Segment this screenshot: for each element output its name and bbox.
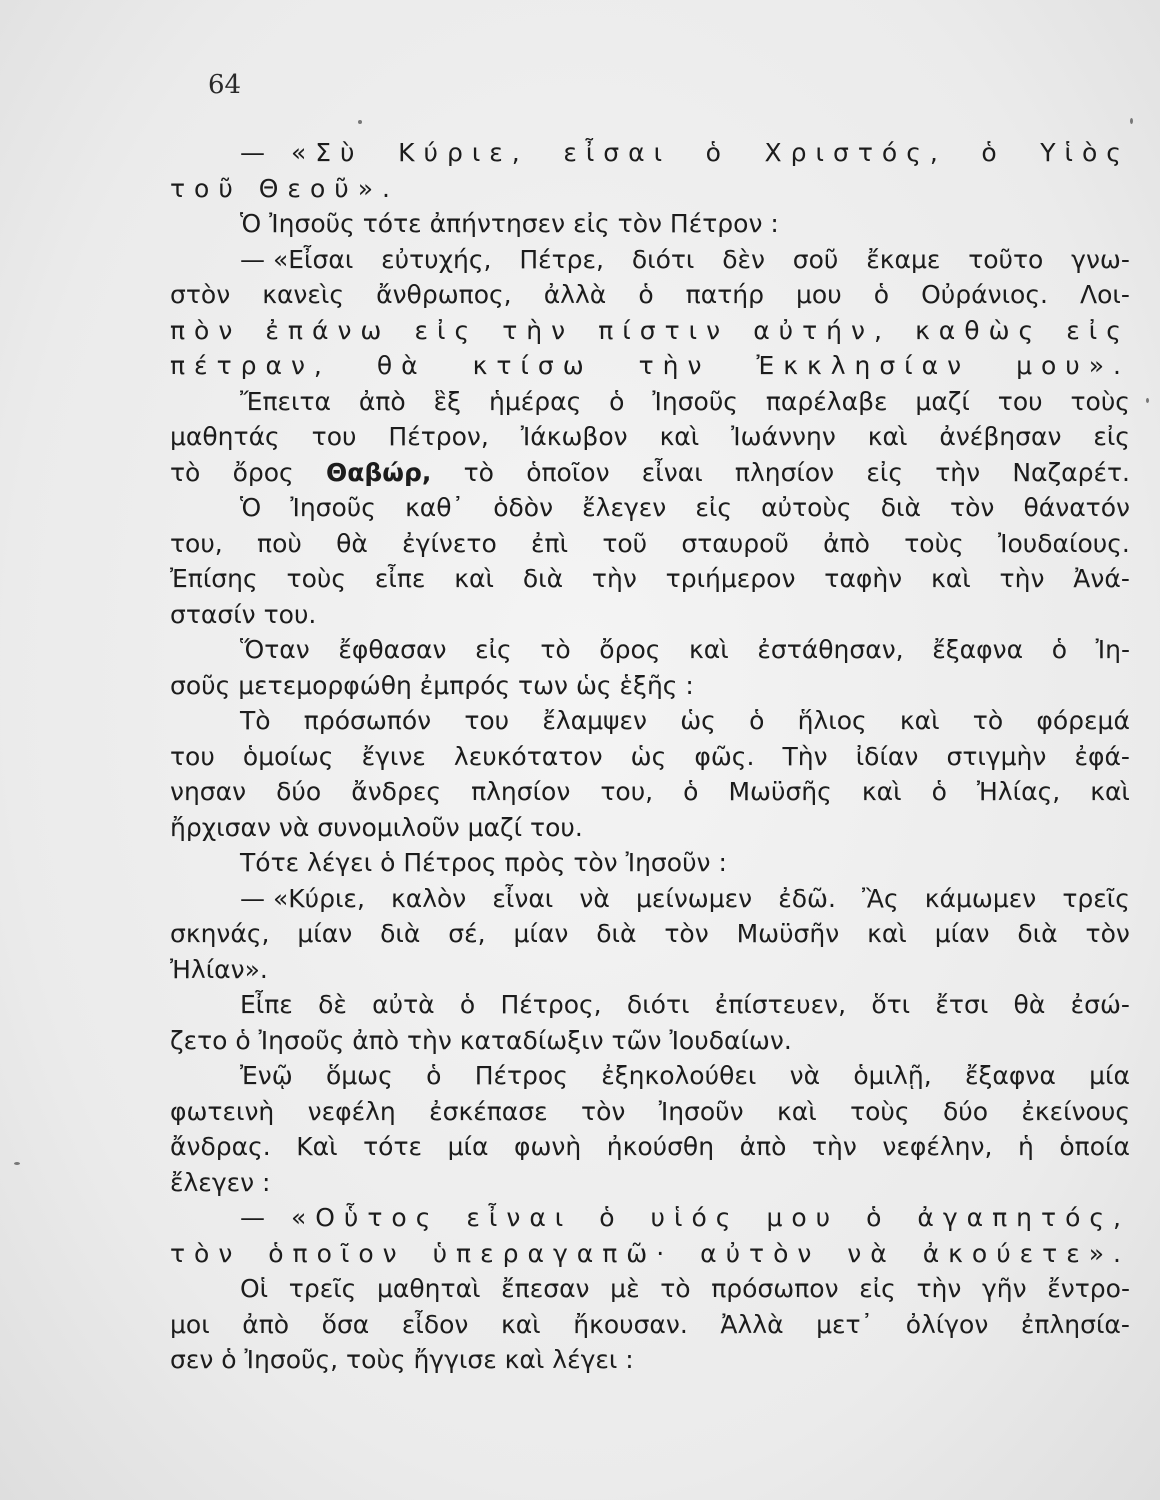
text-word: ἰδίαν <box>855 741 919 771</box>
text-word: ἥλιος <box>797 706 867 735</box>
text-word: πὸν <box>170 315 242 345</box>
text-word: σκηνάς, <box>170 919 270 948</box>
text-word: τὸν <box>950 493 995 522</box>
text-word: ἔλεγεν : <box>170 1167 271 1197</box>
text-word: ὁποία <box>1059 1132 1130 1161</box>
text-word: τὴν <box>591 564 637 593</box>
text-word: τριήμερον <box>665 564 796 593</box>
text-word: μία <box>447 1132 489 1161</box>
text-word: κτίσω <box>472 351 593 380</box>
text-word: Ἰωάννην <box>731 422 836 451</box>
text-line <box>170 1271 1130 1307</box>
text-word: ἀνέβησαν <box>939 422 1062 451</box>
text-word: ἐσκέπασε <box>429 1096 548 1126</box>
text-word: σταυροῦ <box>681 528 789 558</box>
text-line <box>170 348 1130 384</box>
text-word: ὁ <box>873 280 890 309</box>
scan-speck <box>1146 398 1149 403</box>
text-word: νεφέλη <box>307 1096 396 1126</box>
text-word: Κύριε, <box>398 138 529 167</box>
text-word: Ὅταν <box>240 635 310 664</box>
text-word: αὐτοὺς <box>761 493 852 522</box>
text-word: στιγμὴν <box>946 741 1047 771</box>
text-word: τὴν <box>811 1132 857 1161</box>
text-word: κάμωμεν <box>924 883 1037 913</box>
text-word: του, <box>170 528 223 558</box>
text-word: φωνὴ <box>513 1132 582 1161</box>
text-word: Ὁ Ἰησοῦς τότε ἀπήντησεν εἰς τὸν Πέτρον : <box>240 209 779 238</box>
text-word: εἰς <box>1066 315 1130 345</box>
text-word: μου». <box>1016 351 1130 380</box>
text-line <box>170 668 1130 704</box>
text-word: φωτεινὴ <box>170 1096 275 1126</box>
text-word: τοὺς <box>286 564 347 593</box>
text-word: ὁποῖον <box>526 457 610 487</box>
text-word: αὐτήν, <box>753 315 891 345</box>
text-word: εἰς <box>859 1274 896 1303</box>
text-word: ἤρχισαν νὰ συνομιλοῦν μαζί του. <box>170 812 583 842</box>
text-word: μαζί <box>915 386 970 416</box>
text-word: διὰ <box>380 919 421 948</box>
scan-speck <box>1130 118 1133 124</box>
text-word: Ἔπειτα <box>240 386 332 416</box>
text-word: παρέλαβε <box>765 386 888 416</box>
text-word: τὴν <box>916 1274 962 1303</box>
text-word: Ἐπίσης <box>170 564 258 593</box>
text-word: ἔντρο- <box>1047 1274 1130 1303</box>
text-word: τοὺς <box>904 528 964 558</box>
text-word: ὁ <box>1051 635 1067 664</box>
text-word: γνω- <box>1071 244 1130 274</box>
text-word: ἔγινε <box>361 741 426 771</box>
text-word: πλησίον <box>734 457 835 487</box>
text-word: πρόσωπόν <box>303 706 432 735</box>
text-word: φόρεμά <box>1036 706 1130 735</box>
text-word: ἠκούσθη <box>606 1132 715 1161</box>
text-word: εἶδον <box>401 1309 469 1339</box>
text-word: μία <box>1089 1061 1130 1090</box>
text-word: ὑπεραγαπῶ· <box>432 1238 674 1268</box>
text-line <box>170 1023 1130 1059</box>
text-word: εἶπε <box>374 564 426 593</box>
text-line <box>170 455 1130 491</box>
text-line <box>170 1129 1130 1165</box>
text-word: διότι <box>631 244 695 274</box>
text-word: ὁ <box>609 386 625 416</box>
text-word: του <box>170 741 215 771</box>
text-word: μίαν <box>513 919 569 948</box>
text-word: τοὺς <box>1070 386 1130 416</box>
text-word: τοὺς <box>850 1096 910 1126</box>
text-word: ὅμως <box>325 1061 393 1090</box>
text-word: ἐξηκολούθει <box>601 1061 757 1090</box>
text-line <box>170 739 1130 775</box>
text-word: διότι <box>626 990 690 1019</box>
text-word: εἰς <box>414 315 479 345</box>
text-word: στὸν <box>170 280 231 309</box>
text-word: ὄρος <box>232 457 294 487</box>
text-line <box>170 313 1130 349</box>
text-word: καὶ <box>1090 777 1130 806</box>
text-line <box>170 845 1130 881</box>
text-word: μου <box>796 280 842 309</box>
text-line <box>170 490 1130 526</box>
text-word: ἀπὸ <box>242 1309 290 1339</box>
text-word: ὁδὸν <box>493 493 554 522</box>
text-word: καλὸν <box>391 883 467 913</box>
text-word: Μωϋσῆν <box>736 919 840 948</box>
text-word: ὁ <box>426 1061 442 1090</box>
text-word: σοῦς μετεμορφώθη ἐμπρός των ὡς ἑξῆς : <box>170 670 694 700</box>
text-word: μαθητάς <box>170 422 280 451</box>
text-word: γῆν <box>982 1274 1027 1303</box>
text-word: τοῦτο <box>968 244 1044 274</box>
text-word: ἄνδρας. <box>170 1132 271 1161</box>
text-word: καὶ <box>931 564 971 593</box>
text-word: ἔτσι <box>935 990 989 1019</box>
text-word: ἡμέρας <box>488 386 582 416</box>
text-word: ἤκουσαν. <box>573 1309 688 1339</box>
text-word: δύο <box>276 777 322 806</box>
text-word: Ἰάκωβον <box>520 422 628 451</box>
text-word: ἐπάνω <box>265 315 391 345</box>
scan-speck <box>358 120 362 124</box>
text-line <box>170 774 1130 810</box>
text-word: καὶ <box>777 1096 817 1126</box>
text-word: μοι <box>170 1309 210 1339</box>
text-word: — «Κύριε, <box>240 883 365 913</box>
text-line <box>170 384 1130 420</box>
text-word: θὰ <box>336 528 368 558</box>
text-word: Υἱὸς <box>1040 138 1130 167</box>
text-word: Πέτρε, <box>519 244 605 274</box>
text-word: νὰ <box>789 1061 821 1090</box>
text-word: τρεῖς <box>288 1274 357 1303</box>
text-line <box>170 1165 1130 1201</box>
text-word: τὸν <box>581 1096 626 1126</box>
text-word: νὰ <box>847 1238 896 1268</box>
text-word: τὸ <box>463 457 494 487</box>
text-word: — «Οὗτος <box>240 1203 440 1232</box>
text-word: εἰς <box>475 635 512 664</box>
text-line <box>170 952 1130 988</box>
text-word: Εἶπε <box>240 990 293 1019</box>
text-word: τὸ <box>972 706 1004 735</box>
text-word: μείνωμεν <box>635 883 753 913</box>
text-word: ἐπίστευεν, <box>714 990 847 1019</box>
text-word: ἀλλὰ <box>543 280 607 309</box>
text-word: ὄρος <box>599 635 661 664</box>
text-word: Ἐνῷ <box>240 1061 293 1090</box>
body-text <box>170 135 1130 1378</box>
text-word: ὁ <box>866 1203 891 1232</box>
text-line <box>170 703 1130 739</box>
text-line <box>170 242 1130 278</box>
text-word: ἄνθρωπος, <box>376 280 512 309</box>
text-word: ἔπεσαν <box>501 1274 590 1303</box>
text-word: ὁ <box>638 280 654 309</box>
text-word: φῶς. <box>694 741 755 771</box>
text-word: υἱός <box>650 1203 740 1232</box>
text-word: ἐπλησία- <box>1020 1309 1130 1339</box>
text-word: του, <box>600 777 654 806</box>
text-line <box>170 561 1130 597</box>
text-word: τρεῖς <box>1062 883 1130 913</box>
text-word: ὁ <box>749 706 765 735</box>
text-word: μίαν <box>934 919 990 948</box>
text-word: καὶ <box>689 635 729 664</box>
text-line <box>170 171 1130 207</box>
text-word: Θαβώρ, <box>325 457 432 487</box>
text-word: Ἀνά- <box>1073 564 1130 593</box>
text-word: ἡ <box>1017 1132 1034 1161</box>
text-word: του <box>997 386 1043 416</box>
text-word: ἔλεγεν <box>582 493 667 522</box>
text-word: αὐτὸν <box>700 1238 821 1268</box>
text-line <box>170 987 1130 1023</box>
text-word: Καὶ <box>296 1132 338 1161</box>
text-word: ἀπὸ <box>739 1132 787 1161</box>
text-word: ἀπὸ <box>358 386 406 416</box>
text-word: πρόσωπον <box>711 1274 839 1303</box>
text-word: ἔξαφνα <box>932 635 1024 664</box>
text-word: ὁ <box>931 777 947 806</box>
text-word: θὰ <box>376 351 427 380</box>
text-word: καὶ <box>500 1309 541 1339</box>
text-word: ζετο ὁ Ἰησοῦς ἀπὸ τὴν καταδίωξιν τῶν Ἰουδαίων. <box>170 1025 792 1055</box>
text-word: μου <box>766 1203 840 1232</box>
text-word: του <box>464 706 510 735</box>
text-word: μαθηταὶ <box>377 1274 481 1303</box>
text-line <box>170 1236 1130 1272</box>
text-word: τὸ <box>170 457 201 487</box>
text-word: δύο <box>942 1096 988 1126</box>
scan-speck <box>14 1162 20 1165</box>
text-word: πίστιν <box>598 315 730 345</box>
text-word: ὁποῖον <box>268 1238 406 1268</box>
text-word: εἶσαι <box>563 138 672 167</box>
text-word: ὁ <box>599 1203 624 1232</box>
text-word: τοῦ Θεοῦ». <box>170 173 399 203</box>
text-word: τὴν <box>502 315 575 345</box>
text-word: Πέτρον, <box>388 422 489 451</box>
text-word: ὁμιλῇ, <box>853 1061 932 1090</box>
text-word: Ἠλίας, <box>976 777 1061 806</box>
text-word: Μωϋσῆς <box>728 777 832 806</box>
text-word: ἀπὸ <box>823 528 870 558</box>
text-word: Λοι- <box>1080 280 1130 309</box>
text-line <box>170 881 1130 917</box>
text-word: καθὼς <box>915 315 1043 345</box>
text-word: μὲ <box>610 1274 640 1303</box>
text-word: δὲ <box>318 990 347 1019</box>
text-word: τὸ <box>540 635 571 664</box>
text-word: Πέτρος, <box>500 990 602 1019</box>
text-word: νεφέλην, <box>882 1132 993 1161</box>
text-word: Ἰουδαίους. <box>998 528 1130 558</box>
text-word: εἰς <box>1093 422 1130 451</box>
text-word: διὰ <box>1017 919 1058 948</box>
text-word: ἔκαμε <box>866 244 941 274</box>
text-line <box>170 1058 1130 1094</box>
text-word: ὅτι <box>871 990 911 1019</box>
text-word: ὁ <box>981 138 1006 167</box>
text-word: ἐσώ- <box>1070 990 1130 1019</box>
text-word: τὸ <box>660 1274 691 1303</box>
text-word: ὡς <box>630 741 667 771</box>
text-word: ταφὴν <box>824 564 903 593</box>
text-word: εἰς <box>866 457 904 487</box>
text-word: ἐστάθησαν, <box>757 635 904 664</box>
text-line <box>170 277 1130 313</box>
text-line <box>170 419 1130 455</box>
text-word: ὡς <box>680 706 716 735</box>
text-word: αὐτὰ <box>372 990 435 1019</box>
text-word: θὰ <box>1013 990 1046 1019</box>
text-word: τὴν <box>935 457 981 487</box>
text-word: μετ᾽ <box>816 1309 874 1339</box>
text-word: Οἱ <box>240 1274 269 1303</box>
text-word: Ἂς <box>862 883 899 913</box>
text-line <box>170 916 1130 952</box>
text-word: πλησίον <box>471 777 571 806</box>
text-word: θάνατόν <box>1023 493 1130 522</box>
text-word: κανεὶς <box>262 280 345 309</box>
text-word: μίαν <box>297 919 353 948</box>
text-word: ὁμοίως <box>242 741 334 771</box>
text-word: Πέτρος <box>474 1061 568 1090</box>
text-word: Ἰησοῦς <box>290 493 376 522</box>
text-word: ἓξ <box>433 386 462 416</box>
text-word: ἐκείνους <box>1021 1096 1130 1126</box>
text-word: τὸν <box>170 1238 242 1268</box>
text-word: ὁ <box>459 990 476 1019</box>
text-word: σεν ὁ Ἰησοῦς, τοὺς ἤγγισε καὶ λέγει : <box>170 1345 634 1374</box>
text-word: ἄνδρες <box>351 777 442 806</box>
text-word: διὰ <box>596 919 637 948</box>
text-line <box>170 206 1130 242</box>
text-word: καὶ <box>861 777 902 806</box>
text-word: Ναζαρέτ. <box>1012 457 1130 487</box>
text-word: καὶ <box>867 919 907 948</box>
text-word: ἔξαφνα <box>964 1061 1056 1090</box>
text-word: τοῦ <box>602 528 648 558</box>
text-word: καὶ <box>454 564 494 593</box>
text-word: ὁ <box>683 777 699 806</box>
text-word: τὸν <box>1085 919 1130 948</box>
text-word: Ἰη- <box>1095 635 1130 664</box>
text-line <box>170 1307 1130 1343</box>
text-word: τὸν <box>664 919 709 948</box>
text-word: εὐτυχής, <box>381 244 492 274</box>
text-word: του <box>311 422 357 451</box>
text-word: τὴν <box>638 351 711 380</box>
text-word: δὲν <box>722 244 765 274</box>
text-word: διὰ <box>880 493 921 522</box>
text-word: στασίν του. <box>170 599 317 629</box>
text-line <box>170 1094 1130 1130</box>
text-word: διὰ <box>522 564 564 593</box>
text-line <box>170 632 1130 668</box>
text-word: Τὸ <box>240 706 271 735</box>
text-word: Χριστός, <box>764 138 947 167</box>
text-word: Οὐράνιος. <box>921 280 1048 309</box>
text-word: καὶ <box>867 422 908 451</box>
text-word: ἐγίνετο <box>402 528 497 558</box>
text-word: Ἀλλὰ <box>720 1309 784 1339</box>
text-word: ἐφά- <box>1074 741 1130 771</box>
text-word: νησαν <box>170 777 247 806</box>
text-word: καὶ <box>899 706 940 735</box>
text-line <box>170 1342 1130 1378</box>
text-word: ὁ <box>705 138 730 167</box>
text-word: καὶ <box>659 422 700 451</box>
text-line <box>170 526 1130 562</box>
text-word: ἀγαπητός, <box>917 1203 1130 1232</box>
text-word: Ἐκκλησίαν <box>756 351 971 380</box>
text-line <box>170 810 1130 846</box>
text-word: ἔλαμψεν <box>542 706 648 735</box>
text-word: πέτραν, <box>170 351 331 380</box>
text-word: εἶναι <box>466 1203 573 1232</box>
text-word: Ἠλίαν». <box>170 954 268 984</box>
text-word: Τὴν <box>782 741 828 771</box>
text-word: — «Σὺ <box>240 138 364 167</box>
text-line <box>170 1200 1130 1236</box>
text-word: λευκότατον <box>453 741 603 771</box>
text-word: ὀλίγον <box>905 1309 989 1339</box>
text-word: ἐδῶ. <box>778 883 836 913</box>
text-word: εἰς <box>695 493 733 522</box>
text-word: σοῦ <box>792 244 839 274</box>
text-word: Ὁ <box>240 493 262 522</box>
text-word: ποὺ <box>257 528 302 558</box>
text-word: σέ, <box>448 919 486 948</box>
text-word: νὰ <box>579 883 610 913</box>
text-word: Ἰησοῦν <box>658 1096 744 1126</box>
text-word: ὅσα <box>321 1309 370 1339</box>
text-word: ἀκούετε». <box>922 1238 1130 1268</box>
text-line <box>170 597 1130 633</box>
text-word: πατήρ <box>685 280 764 309</box>
text-line <box>170 135 1130 171</box>
text-word: εἶναι <box>641 457 703 487</box>
text-word: εἶναι <box>492 883 554 913</box>
text-word: Ἰησοῦς <box>652 386 738 416</box>
text-word: καθ᾽ <box>405 493 465 522</box>
text-word: Τότε λέγει ὁ Πέτρος πρὸς τὸν Ἰησοῦν : <box>240 848 727 877</box>
page-number: 64 <box>208 70 242 100</box>
text-word: ἐπὶ <box>531 528 569 558</box>
text-word: — «Εἶσαι <box>240 244 354 274</box>
text-word: τότε <box>363 1132 423 1161</box>
text-word: ἔφθασαν <box>338 635 447 664</box>
text-word: τὴν <box>999 564 1045 593</box>
